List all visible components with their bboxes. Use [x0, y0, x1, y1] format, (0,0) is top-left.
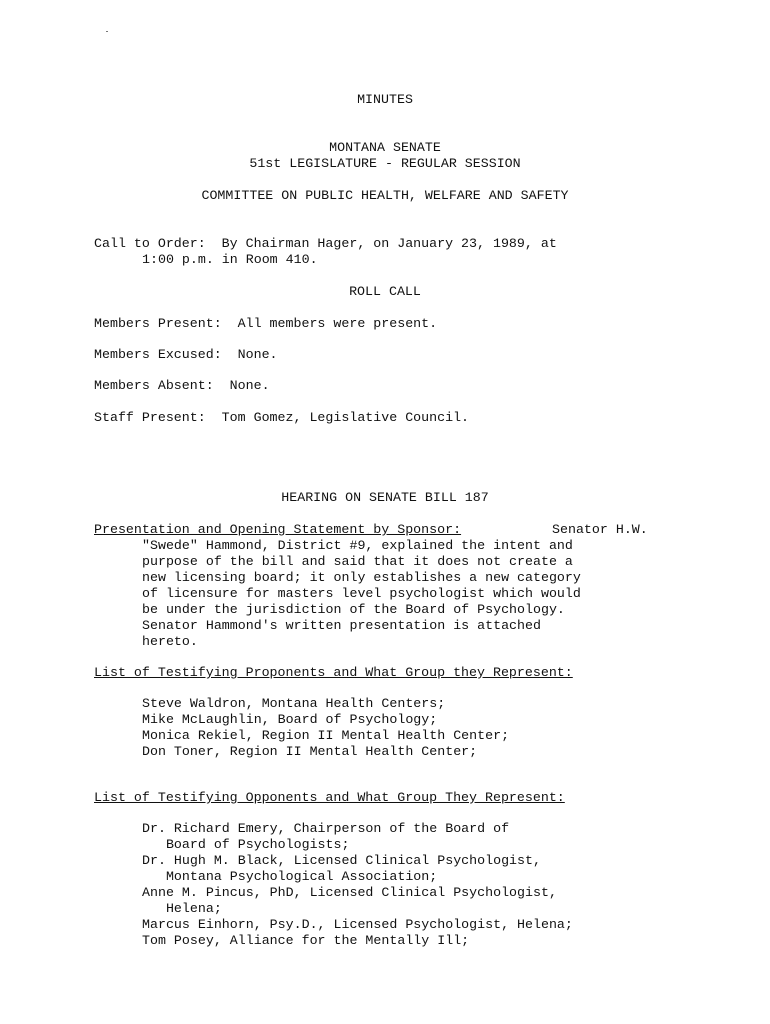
members-excused: Members Excused: None.	[94, 347, 278, 362]
call-to-order-line-2: 1:00 p.m. in Room 410.	[142, 252, 318, 267]
proponent-item: Monica Rekiel, Region II Mental Health Center;	[142, 728, 510, 743]
senate-name: MONTANA SENATE	[329, 140, 441, 155]
proponent-item: Don Toner, Region II Mental Health Center;	[142, 744, 478, 759]
members-absent: Members Absent: None.	[94, 378, 270, 393]
presentation-line-3: new licensing board; it only establishes a new category	[142, 570, 581, 585]
presentation-line-0: Senator H.W.	[552, 522, 648, 537]
presentation-label: Presentation and Opening Statement by Sponsor:	[94, 522, 462, 537]
presentation-line-6: Senator Hammond's written presentation is attached	[142, 618, 541, 633]
opponent-item: Dr. Hugh M. Black, Licensed Clinical Psychologist,	[142, 853, 541, 868]
document-title: MINUTES	[357, 92, 413, 107]
opponent-item: Anne M. Pincus, PhD, Licensed Clinical Psychologist,	[142, 885, 557, 900]
session-name: 51st LEGISLATURE - REGULAR SESSION	[249, 156, 521, 171]
proponents-heading: List of Testifying Proponents and What Group they Represent:	[94, 665, 573, 680]
call-to-order-line-1: Call to Order: By Chairman Hager, on January 23, 1989, at	[94, 236, 557, 251]
roll-call-heading: ROLL CALL	[349, 284, 421, 299]
scan-speck	[106, 31, 108, 32]
opponent-item: Helena;	[142, 901, 222, 916]
proponent-item: Mike McLaughlin, Board of Psychology;	[142, 712, 438, 727]
presentation-line-7: hereto.	[142, 634, 198, 649]
staff-present: Staff Present: Tom Gomez, Legislative Council.	[94, 410, 470, 425]
presentation-line-5: be under the jurisdiction of the Board of Psychology.	[142, 602, 565, 617]
hearing-heading: HEARING ON SENATE BILL 187	[281, 490, 489, 505]
members-present: Members Present: All members were present.	[94, 316, 438, 331]
presentation-line-4: of licensure for masters level psychologist which would	[142, 586, 581, 601]
presentation-line-2: purpose of the bill and said that it does not create a	[142, 554, 573, 569]
opponents-heading: List of Testifying Opponents and What Group They Represent:	[94, 790, 565, 805]
presentation-line-1: "Swede" Hammond, District #9, explained the intent and	[142, 538, 573, 553]
opponent-item: Board of Psychologists;	[142, 837, 350, 852]
opponent-item: Marcus Einhorn, Psy.D., Licensed Psychologist, Helena;	[142, 917, 573, 932]
opponent-item: Dr. Richard Emery, Chairperson of the Board of	[142, 821, 510, 836]
opponent-item: Montana Psychological Association;	[142, 869, 438, 884]
opponent-item: Tom Posey, Alliance for the Mentally Ill;	[142, 933, 470, 948]
proponent-item: Steve Waldron, Montana Health Centers;	[142, 696, 446, 711]
committee-name: COMMITTEE ON PUBLIC HEALTH, WELFARE AND SAFETY	[201, 188, 569, 203]
